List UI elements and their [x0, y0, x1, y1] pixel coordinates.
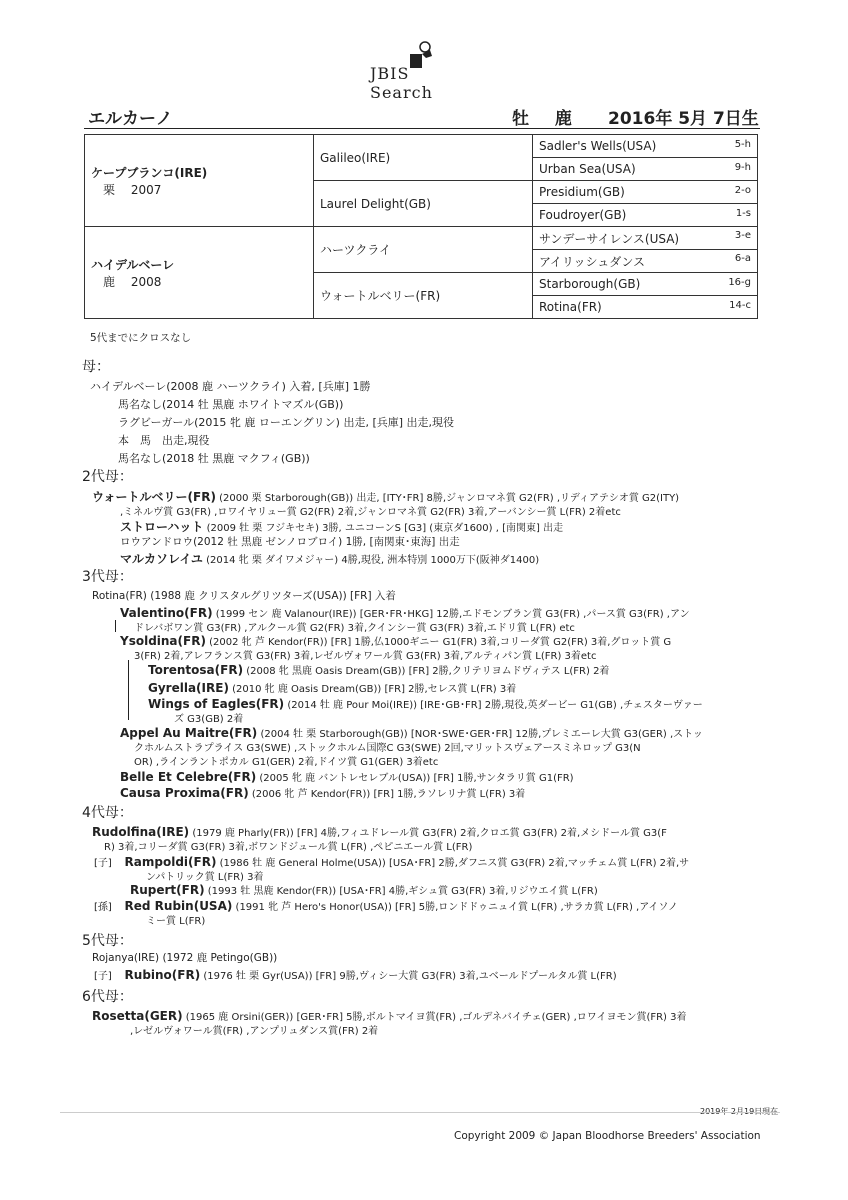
g3-name: Urban Sea(USA)	[539, 162, 636, 176]
record-text: (1976 牡 栗 Gyr(USA)) [FR] 9勝,ヴィシー大賞 G3(FR) 3着,ユベールドプールタル賞 L(FR)	[203, 971, 617, 982]
g3-name: Sadler's Wells(USA)	[539, 139, 657, 153]
family-line	[148, 696, 703, 711]
record-text: (2014 牝 栗 ダイワメジャー) 4勝,現役, 洲本特別 1000万下(阪神ダ1400)	[206, 555, 540, 566]
sire-cell[interactable]	[85, 135, 314, 227]
record-text: (1986 牡 鹿 General Holme(USA)) [USA･FR] 2勝,ダフニス賞 G3(FR) 2着,マッチェム賞 L(FR) 2着,サ	[219, 858, 690, 869]
section-4th-dam: 4代母：	[82, 805, 133, 821]
family-line	[120, 550, 539, 567]
record-text: (2014 牡 鹿 Pour Moi(IRE)) [IRE･GB･FR] 2勝,現役,英ダービー G1(GB) ,チェスターヴァー	[287, 700, 703, 711]
record-text: (2000 栗 Starborough(GB)) 出走, [ITY･FR] 8勝,ジャンロマネ賞 G2(FR) ,リディアテシオ賞 G2(ITY)	[219, 493, 680, 504]
family-line-cont: ンパトリック賞 L(FR) 3着	[146, 872, 264, 883]
pedigree-g3-cell[interactable]	[533, 273, 758, 296]
dam-foal-line: 馬名なし(2014 牡 黒鹿 ホワイトマズル(GB))	[118, 398, 344, 411]
horse-link[interactable]: Rubino(FR)	[124, 968, 201, 982]
relation-tag: [子]	[94, 971, 112, 982]
horse-link[interactable]: Torentosa(FR)	[148, 663, 244, 677]
sire-info: 栗 2007	[103, 182, 162, 197]
section-2nd-dam: 2代母：	[82, 469, 133, 485]
family-line: ロウアンドロウ(2012 牡 黒鹿 ゼンノロブロイ) 1勝, [南関東･東海] 出走	[120, 536, 460, 548]
pedigree-g3-cell[interactable]	[533, 158, 758, 181]
record-text: (2004 牡 栗 Starborough(GB)) [NOR･SWE･GER･FR] 12勝,プレミエーレ大賞 G3(GER) ,ストッ	[260, 729, 703, 740]
family-line-cont: OR) ,ラインラントポカル G1(GER) 2着,ドイツ賞 G1(GER) 3着etc	[134, 757, 439, 768]
pedigree-table	[84, 134, 758, 319]
pedigree-g3-cell[interactable]	[533, 227, 758, 250]
horse-birth-date: 2016年 5月 7日生	[608, 109, 759, 129]
horse-sex-color: 牡 鹿	[512, 109, 582, 129]
family-line	[120, 769, 574, 784]
dam-dam-cell[interactable]: ウォートルベリー(FR)	[314, 273, 533, 319]
jbis-search-logo	[370, 40, 490, 102]
dam-foal-line: 馬名なし(2018 牡 黒鹿 マクフィ(GB))	[118, 452, 310, 465]
family-line	[148, 662, 609, 677]
logo-text-left: JBIS	[370, 64, 410, 83]
family-line-cont: クホルムストラプライス G3(SWE) ,ストックホルム国際C G3(SWE) 2回,マリットスヴェアースミネロップ G3(N	[134, 743, 641, 754]
record-text: (1965 鹿 Orsini(GER)) [GER･FR] 5勝,ボルトマイヨ賞(FR) ,ゴルデネバイチェ(GER) ,ロワイヨモン賞(FR) 3着	[185, 1012, 687, 1023]
family-line	[120, 633, 671, 648]
family-number: 1-s	[735, 208, 751, 219]
horse-link[interactable]: Appel Au Maitre(FR)	[120, 726, 258, 740]
family-line: Rotina(FR) (1988 鹿 クリスタルグリツターズ(USA)) [FR] 入着	[92, 590, 396, 602]
family-line-cont: ,ミネルヴ賞 G3(FR) ,ロワイヤリュー賞 G2(FR) 2着,ジャンロマネ賞 G2(FR) 3着,アーバンシー賞 L(FR) 2着etc	[120, 507, 621, 518]
dam-info: 鹿 2008	[103, 274, 162, 289]
record-text: (1993 牡 黒鹿 Kendor(FR)) [USA･FR] 4勝,ギシュ賞 G3(FR) 3着,リジウエイ賞 L(FR)	[207, 886, 598, 897]
footer-divider	[60, 1112, 780, 1113]
family-line	[120, 725, 703, 740]
family-line	[94, 898, 678, 913]
family-number: 16-g	[728, 277, 751, 288]
dam-foal-line: ラグビーガール(2015 牝 鹿 ローエングリン) 出走, [兵庫] 出走,現役	[118, 416, 455, 429]
family-number: 14-c	[729, 300, 751, 311]
horse-link[interactable]: Gyrella(IRE)	[148, 681, 229, 695]
family-line-cont: 3(FR) 2着,アレフランス賞 G3(FR) 3着,レゼルヴォワール賞 G3(FR) 3着,アルティパン賞 L(FR) 3着etc	[134, 651, 597, 662]
pedigree-g3-cell[interactable]	[533, 204, 758, 227]
horse-link[interactable]: Wings of Eagles(FR)	[148, 697, 285, 711]
as-of-date: 2019年 2月19日現在	[700, 1107, 779, 1116]
section-3rd-dam: 3代母：	[82, 569, 133, 585]
sire-name: ケープブランコ(IRE)	[91, 165, 208, 180]
relation-tag: [孫]	[94, 902, 112, 913]
dam-sire-cell[interactable]: ハーツクライ	[314, 227, 533, 273]
pedigree-g3-cell[interactable]	[533, 181, 758, 204]
horse-title-bar	[84, 104, 760, 129]
family-line	[92, 1008, 687, 1023]
dam-foal-line: 本 馬 出走,現役	[118, 434, 210, 447]
dam-name: ハイデルベーレ	[91, 257, 175, 272]
family-line-cont: R) 3着,コリーダ賞 G3(FR) 3着,ボワンドジュール賞 L(FR) ,ペピニエール賞 L(FR)	[104, 842, 473, 853]
record-text: (2008 牝 黒鹿 Oasis Dream(GB)) [FR] 2勝,クリテリヨムドヴィテス L(FR) 2着	[246, 666, 610, 677]
family-line	[92, 824, 667, 839]
family-line	[94, 854, 689, 869]
horse-link[interactable]: Belle Et Celebre(FR)	[120, 770, 257, 784]
horse-link[interactable]: マルカソレイユ	[120, 552, 203, 566]
family-line	[120, 518, 563, 535]
sire-sire-cell[interactable]: Galileo(IRE)	[314, 135, 533, 181]
family-line	[94, 967, 617, 982]
record-text: (2010 牝 鹿 Oasis Dream(GB)) [FR] 2勝,セレス賞 L(FR) 3着	[232, 684, 517, 695]
family-number: 2-o	[734, 185, 751, 196]
family-line-cont: ミー賞 L(FR)	[146, 916, 206, 927]
g3-name: Rotina(FR)	[539, 300, 602, 314]
record-text: (1979 鹿 Pharly(FR)) [FR] 4勝,フィユドレール賞 G3(FR) 2着,クロエ賞 G3(FR) 2着,メシドール賞 G3(F	[192, 828, 667, 839]
indent-bar	[128, 660, 129, 720]
record-text: (2009 牡 栗 フジキセキ) 3勝, ユニコーンS [G3] (東京ダ1600) , [南関東] 出走	[206, 523, 564, 534]
horse-link[interactable]: Red Rubin(USA)	[124, 899, 233, 913]
pedigree-g3-cell[interactable]	[533, 296, 758, 319]
record-text: (1999 セン 鹿 Valanour(IRE)) [GER･FR･HKG] 12勝,エドモンブラン賞 G3(FR) ,パース賞 G3(FR) ,アン	[215, 609, 690, 620]
record-text: (1991 牝 芦 Hero's Honor(USA)) [FR] 5勝,ロンドドゥニュイ賞 L(FR) ,サラカ賞 L(FR) ,アイソノ	[235, 902, 678, 913]
section-5th-dam: 5代母：	[82, 933, 133, 949]
family-line-cont: ズ G3(GB) 2着	[174, 714, 244, 725]
family-line	[148, 680, 516, 695]
g3-name: サンデーサイレンス(USA)	[539, 231, 680, 246]
horse-link[interactable]: Rupert(FR)	[130, 883, 205, 897]
relation-tag: [子]	[94, 858, 112, 869]
g3-name: Presidium(GB)	[539, 185, 625, 199]
cross-note: 5代までにクロスなし	[90, 332, 192, 344]
horse-name: エルカーノ	[88, 109, 173, 129]
horse-link[interactable]: Rudolfina(IRE)	[92, 825, 190, 839]
pedigree-g3-cell[interactable]	[533, 250, 758, 273]
horse-link[interactable]: ストローハット	[120, 520, 204, 534]
family-line	[130, 882, 598, 897]
record-text: (2002 牝 芦 Kendor(FR)) [FR] 1勝,仏1000ギニー G1(FR) 3着,コリーダ賞 G2(FR) 3着,グロット賞 G	[209, 637, 672, 648]
horse-link[interactable]: Rosetta(GER)	[92, 1009, 183, 1023]
g3-name: Foudroyer(GB)	[539, 208, 627, 222]
family-number: 6-a	[734, 252, 751, 264]
g3-name: Starborough(GB)	[539, 277, 641, 291]
family-line	[120, 785, 525, 800]
record-text: (2005 牝 鹿 バントレセレブル(USA)) [FR] 1勝,サンタラリ賞 G1(FR)	[259, 773, 574, 784]
section-dam: 母：	[82, 359, 110, 375]
copyright: Copyright 2009 © Japan Bloodhorse Breeders' Association	[454, 1130, 761, 1142]
family-number: 5-h	[734, 139, 751, 150]
pedigree-g3-cell[interactable]	[533, 135, 758, 158]
g3-name: アイリッシュダンス	[539, 254, 645, 269]
horse-link[interactable]: Causa Proxima(FR)	[120, 786, 249, 800]
horse-link[interactable]: Rampoldi(FR)	[124, 855, 217, 869]
family-number: 9-h	[734, 162, 751, 173]
family-line: Rojanya(IRE) (1972 鹿 Petingo(GB))	[92, 952, 278, 964]
dam-cell[interactable]	[85, 227, 314, 319]
horse-link[interactable]: Ysoldina(FR)	[120, 634, 206, 648]
horse-link[interactable]: Valentino(FR)	[120, 606, 213, 620]
horse-link[interactable]: ウォートルベリー(FR)	[92, 490, 216, 504]
family-line	[120, 605, 690, 620]
family-line-cont: ドレバボワン賞 G3(FR) ,アルクール賞 G2(FR) 3着,クインシー賞 G3(FR) 3着,エドリ賞 L(FR) etc	[134, 623, 575, 634]
record-text: (2006 牝 芦 Kendor(FR)) [FR] 1勝,ラソレリナ賞 L(FR) 3着	[251, 789, 526, 800]
sire-dam-cell[interactable]: Laurel Delight(GB)	[314, 181, 533, 227]
indent-bar	[115, 620, 116, 632]
family-line-cont: ,レゼルヴォワール賞(FR) ,アンプリュダンス賞(FR) 2着	[130, 1026, 379, 1037]
section-6th-dam: 6代母：	[82, 989, 133, 1005]
family-number: 3-e	[734, 229, 751, 241]
dam-line: ハイデルベーレ(2008 鹿 ハーツクライ) 入着, [兵庫] 1勝	[90, 380, 371, 393]
logo-text-right: Search	[370, 83, 433, 102]
